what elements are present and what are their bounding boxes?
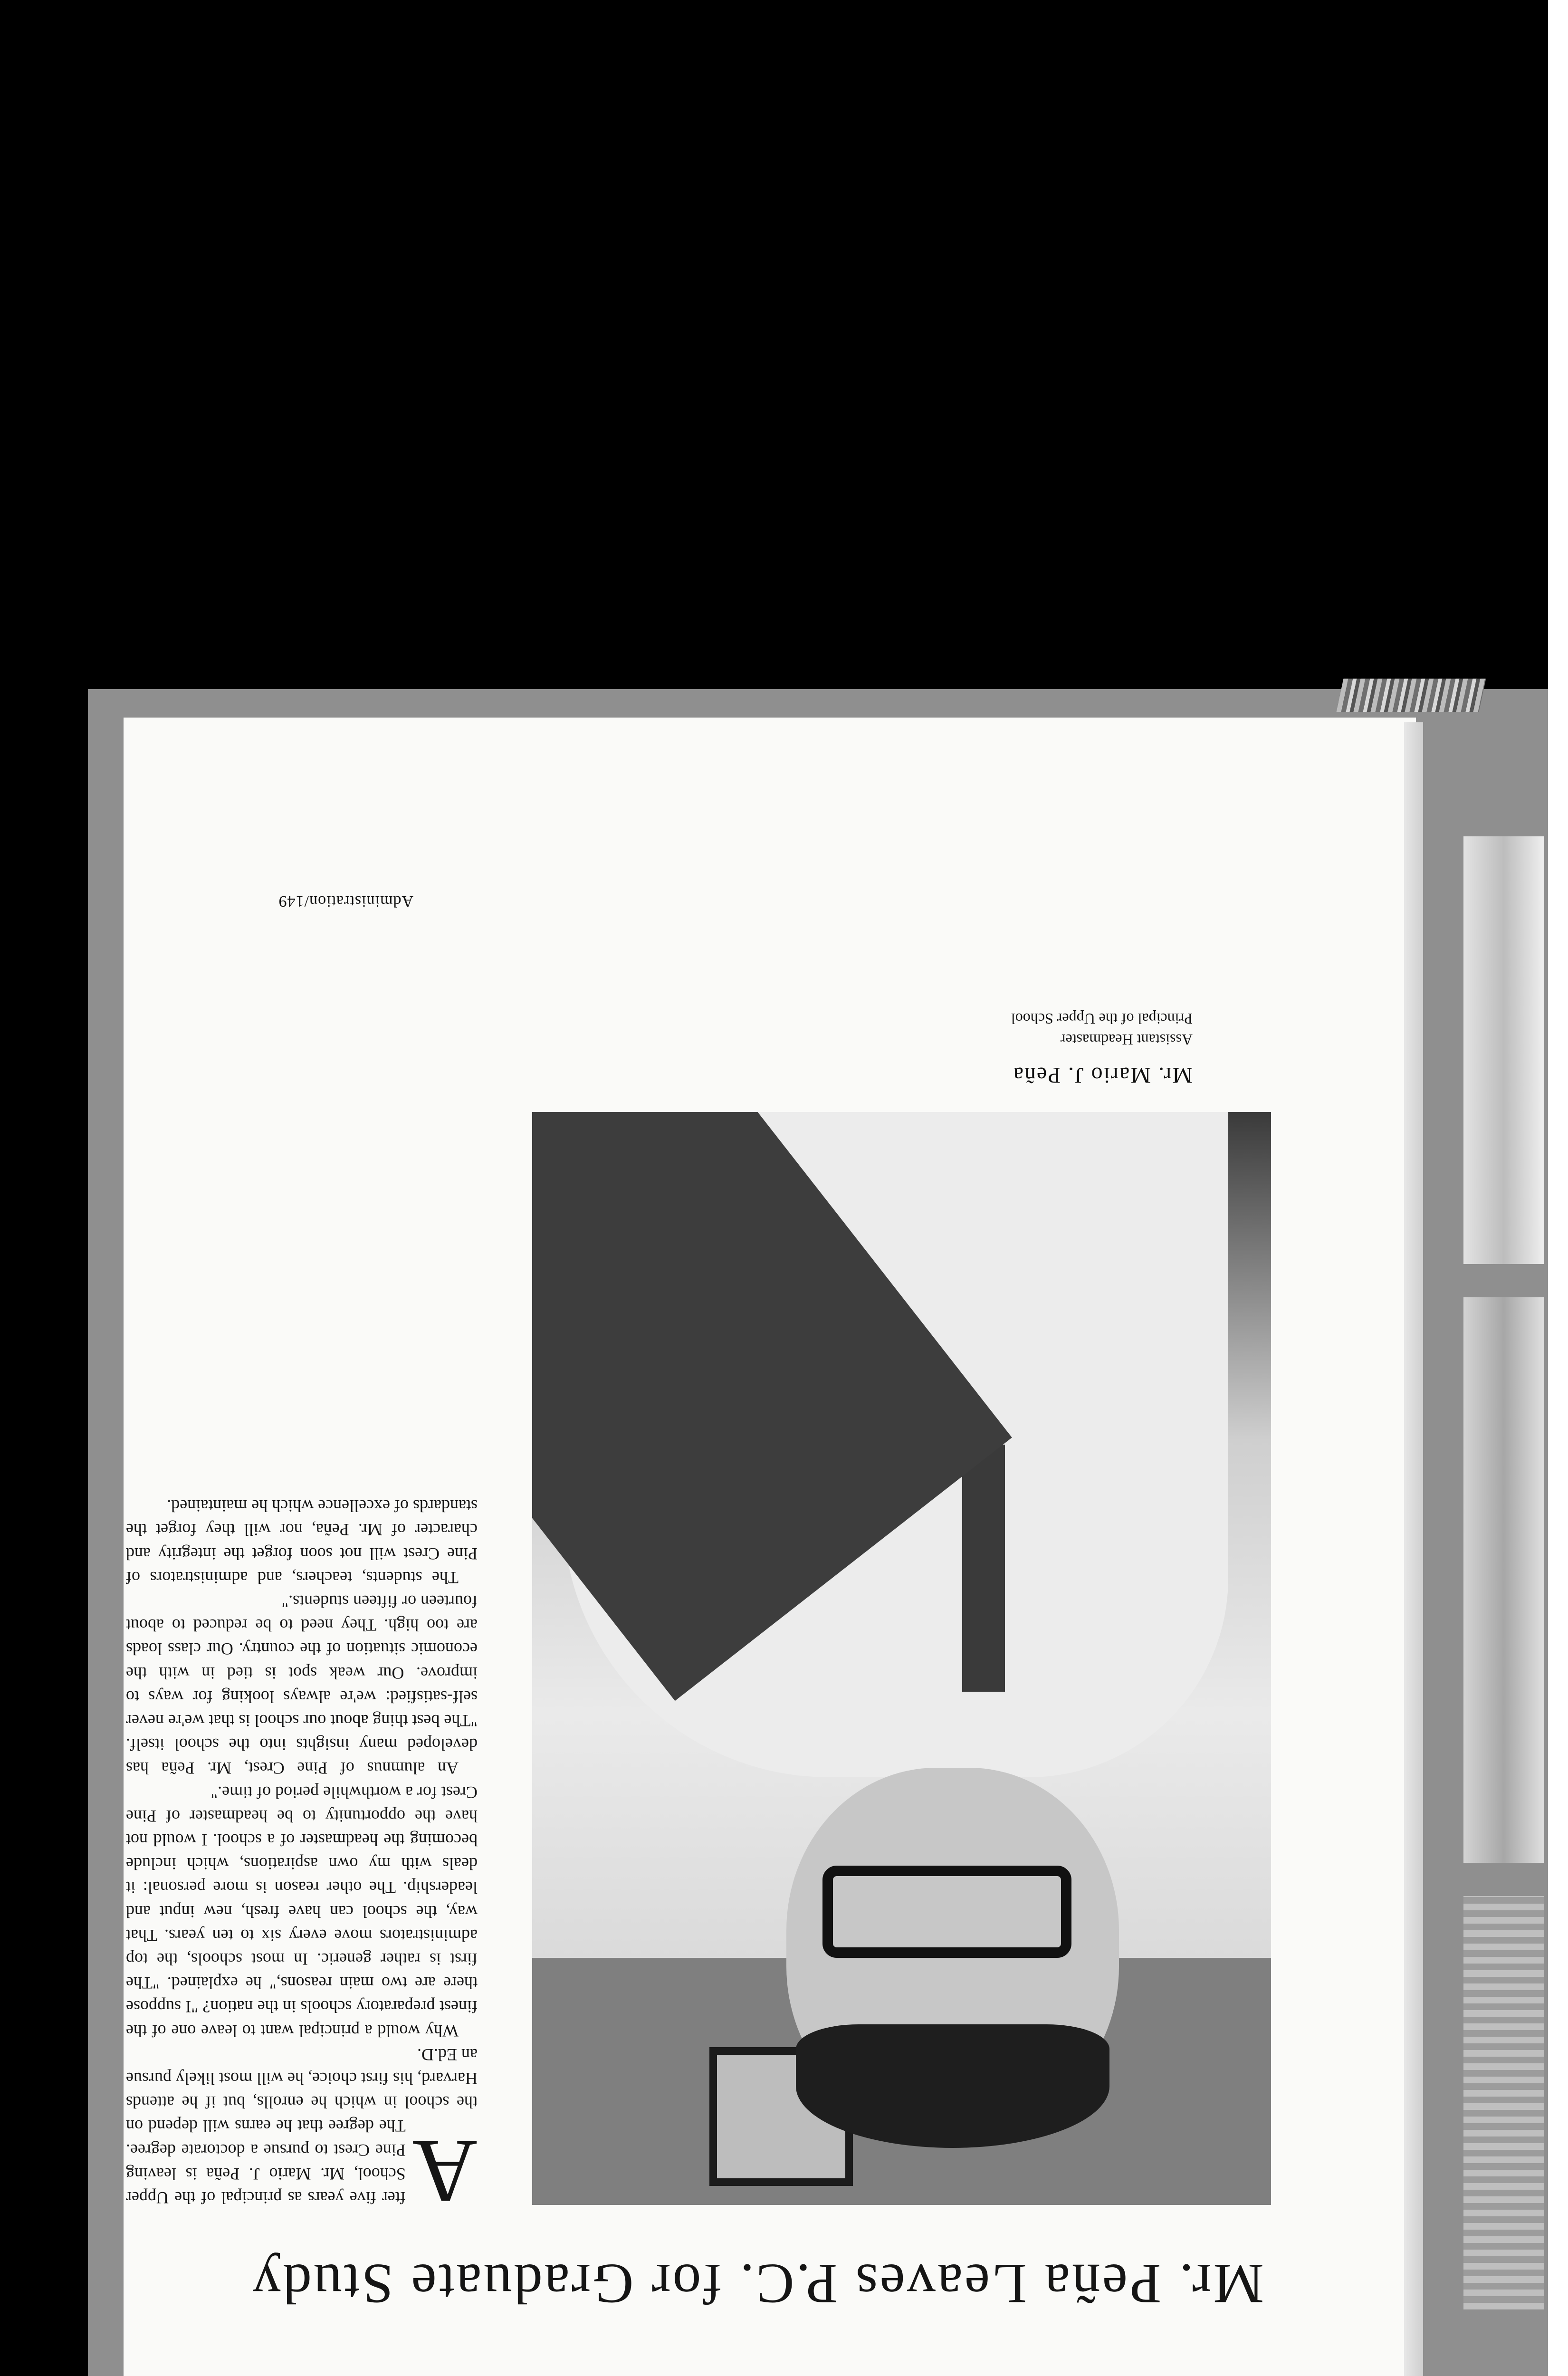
facing-page-photo — [1463, 1297, 1544, 1863]
photo-glasses — [822, 1866, 1071, 1958]
photo-tie — [962, 1445, 1005, 1692]
paragraph-text: fter five years as principal of the Upper School, Mr. Mario J. Peña is leaving Pine Crest to pursue a doctorate degree. The degree that he earns will depend on the school in which he enrolls, but if he attends Harvard, his first choice, he will most likely pursue an Ed.D. — [126, 2045, 478, 2207]
page-folio: Administration/149 — [278, 892, 413, 910]
article-body — [126, 1494, 478, 2221]
page-content — [124, 718, 1416, 2376]
headline: Mr. Peña Leaves P.C. for Graduate Study — [250, 2252, 1264, 2316]
article-paragraph: The students, teachers, and administrators of Pine Crest will not soon forget the integrity and character of Mr. Peña, nor will they forget the standards of excellence which he maintained. — [126, 1496, 478, 1587]
article-paragraph — [126, 2043, 478, 2221]
photo-hair — [796, 2024, 1109, 2148]
article-paragraph: An alumnus of Pine Crest, Mr. Peña has developed many insights into the school itself. "The best thing about our school is that we're never self-satisfied: we're always looking for ways to improve. Our weak spot is tied in with the economic situation of the country. Our class loads are too high. They need to be reduced to about fourteen or fifteen students." — [126, 1591, 478, 1778]
scan-border — [1548, 0, 1568, 2376]
caption-title: Principal of the Upper School — [1011, 1010, 1193, 1027]
drop-cap: A — [412, 2121, 478, 2221]
caption-titles — [860, 1008, 1193, 1050]
facing-page-photo — [1463, 1896, 1544, 2309]
article-paragraph: Why would a principal want to leave one of the finest preparatory schools in the nation? "I suppose there are two main reasons," he explained. "The first is rather generic. In most schools, the top administrators move every six to ten years. That way, the school can have fresh, new input and leadership. The other reason is more personal: it deals with my own aspirations, which include becoming the headmaster of a school. I would not have the opportunity to be headmaster of Pine Crest for a worthwhile period of time." — [126, 1782, 478, 2041]
caption-title: Assistant Headmaster — [1060, 1031, 1193, 1048]
facing-page-photo — [1463, 836, 1544, 1264]
cover-tear — [1337, 679, 1486, 712]
portrait-photo — [532, 1112, 1271, 2205]
caption-name: Mr. Mario J. Peña — [1012, 1063, 1193, 1088]
